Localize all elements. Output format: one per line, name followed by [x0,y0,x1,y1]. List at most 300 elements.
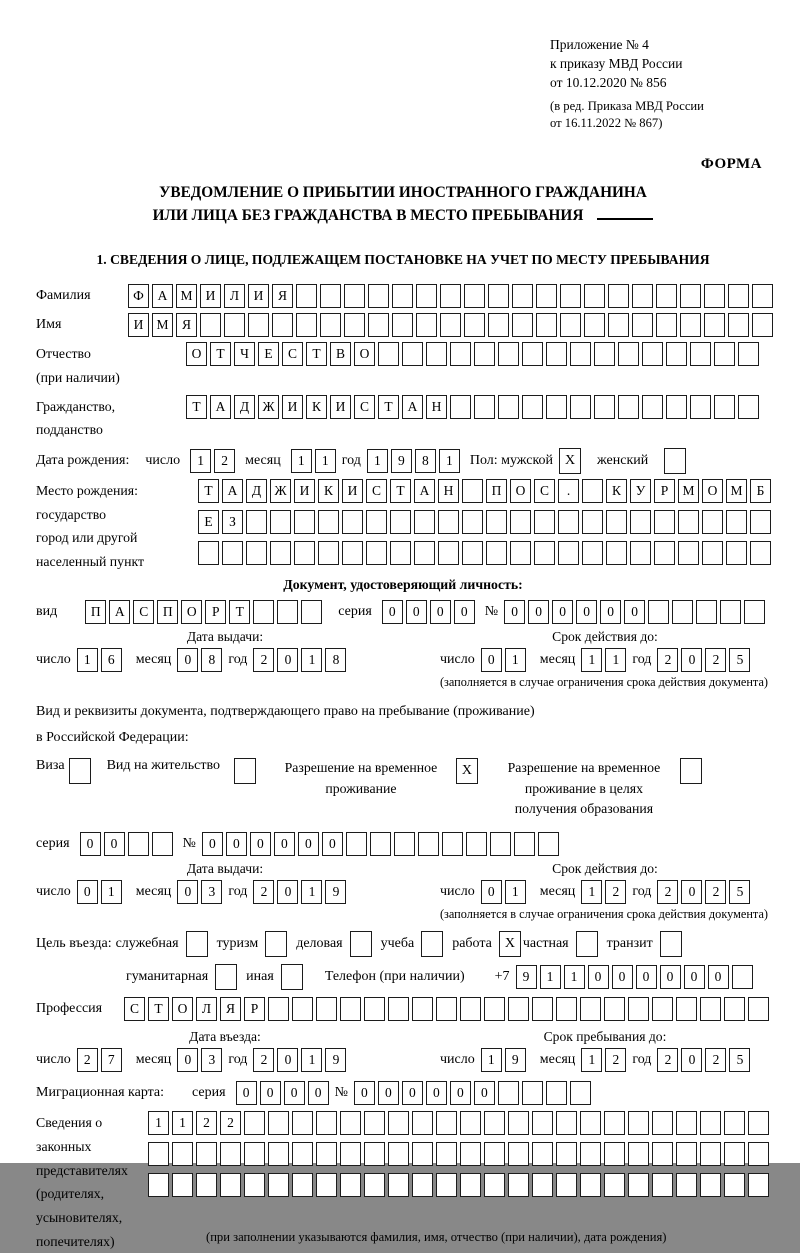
char-cell[interactable] [630,510,651,534]
char-cell[interactable] [414,541,435,565]
char-cell[interactable]: 0 [504,600,525,624]
char-cell[interactable]: З [222,510,243,534]
char-cell[interactable] [510,510,531,534]
char-cell[interactable] [316,1111,337,1135]
char-cell[interactable] [364,1173,385,1197]
char-cell[interactable] [268,1142,289,1166]
char-cell[interactable]: 0 [552,600,573,624]
char-cell[interactable] [318,510,339,534]
checkbox-purpose-tourism[interactable] [265,931,287,957]
char-cell[interactable] [702,541,723,565]
char-cell[interactable]: 1 [505,648,526,672]
char-cell[interactable] [416,313,437,337]
char-cell[interactable] [752,313,773,337]
char-cell[interactable]: И [294,479,315,503]
char-cell[interactable]: 1 [367,449,388,473]
char-cell[interactable]: К [318,479,339,503]
char-cell[interactable] [642,342,663,366]
char-cell[interactable]: 0 [624,600,645,624]
char-cell[interactable] [690,342,711,366]
char-cell[interactable]: Р [244,997,265,1021]
char-cell[interactable] [618,342,639,366]
char-cell[interactable] [700,997,721,1021]
char-cell[interactable] [570,395,591,419]
char-cell[interactable]: 1 [301,648,322,672]
char-cell[interactable]: 1 [101,880,122,904]
char-cell[interactable] [388,1111,409,1135]
char-cell[interactable] [438,541,459,565]
char-cell[interactable]: О [702,479,723,503]
char-cell[interactable] [364,1111,385,1135]
char-cell[interactable] [508,1142,529,1166]
char-cell[interactable]: А [414,479,435,503]
char-cell[interactable] [364,997,385,1021]
char-cell[interactable] [368,284,389,308]
char-cell[interactable] [728,313,749,337]
char-cell[interactable] [378,342,399,366]
char-cell[interactable]: А [222,479,243,503]
char-cell[interactable]: 0 [177,1048,198,1072]
char-cell[interactable]: О [354,342,375,366]
char-cell[interactable] [748,1142,769,1166]
checkbox-purpose-official[interactable] [186,931,208,957]
char-cell[interactable]: 2 [605,1048,626,1072]
char-cell[interactable] [270,510,291,534]
char-cell[interactable]: Н [438,479,459,503]
char-cell[interactable]: 2 [705,648,726,672]
char-cell[interactable] [296,313,317,337]
char-cell[interactable]: 9 [325,1048,346,1072]
char-cell[interactable]: С [282,342,303,366]
char-cell[interactable]: И [342,479,363,503]
char-cell[interactable]: Ч [234,342,255,366]
char-cell[interactable] [416,284,437,308]
char-cell[interactable] [344,313,365,337]
char-cell[interactable]: Е [198,510,219,534]
char-cell[interactable]: А [210,395,231,419]
checkbox-purpose-work[interactable]: X [499,931,521,957]
char-cell[interactable] [292,1142,313,1166]
char-cell[interactable]: Ж [258,395,279,419]
char-cell[interactable] [512,313,533,337]
char-cell[interactable]: Т [198,479,219,503]
char-cell[interactable]: Л [224,284,245,308]
char-cell[interactable]: Т [229,600,250,624]
char-cell[interactable] [128,832,149,856]
char-cell[interactable] [580,1142,601,1166]
char-cell[interactable]: 2 [253,648,274,672]
char-cell[interactable]: 2 [196,1111,217,1135]
char-cell[interactable] [390,510,411,534]
char-cell[interactable] [652,1173,673,1197]
char-cell[interactable]: 0 [430,600,451,624]
char-cell[interactable] [748,1173,769,1197]
char-cell[interactable]: 0 [277,1048,298,1072]
char-cell[interactable] [488,313,509,337]
char-cell[interactable] [678,510,699,534]
char-cell[interactable] [536,284,557,308]
char-cell[interactable]: К [306,395,327,419]
char-cell[interactable] [246,510,267,534]
char-cell[interactable] [390,541,411,565]
char-cell[interactable] [508,1111,529,1135]
char-cell[interactable] [608,313,629,337]
char-cell[interactable] [148,1173,169,1197]
char-cell[interactable] [460,1142,481,1166]
char-cell[interactable] [748,997,769,1021]
char-cell[interactable] [522,1081,543,1105]
char-cell[interactable] [244,1111,265,1135]
char-cell[interactable] [392,284,413,308]
checkbox-purpose-other[interactable] [281,964,303,990]
char-cell[interactable]: 3 [201,1048,222,1072]
char-cell[interactable]: Т [148,997,169,1021]
char-cell[interactable] [604,997,625,1021]
char-cell[interactable] [628,1173,649,1197]
char-cell[interactable]: 0 [588,965,609,989]
char-cell[interactable] [594,395,615,419]
char-cell[interactable]: Ж [270,479,291,503]
char-cell[interactable] [738,395,759,419]
char-cell[interactable]: 2 [657,880,678,904]
char-cell[interactable]: О [172,997,193,1021]
char-cell[interactable]: 0 [260,1081,281,1105]
char-cell[interactable] [412,1111,433,1135]
char-cell[interactable] [580,1111,601,1135]
char-cell[interactable] [628,1111,649,1135]
char-cell[interactable] [676,1173,697,1197]
char-cell[interactable]: Т [186,395,207,419]
char-cell[interactable]: . [558,479,579,503]
char-cell[interactable] [301,600,322,624]
char-cell[interactable] [222,541,243,565]
char-cell[interactable] [340,1142,361,1166]
char-cell[interactable] [604,1111,625,1135]
char-cell[interactable] [546,395,567,419]
char-cell[interactable]: Т [210,342,231,366]
char-cell[interactable] [148,1142,169,1166]
char-cell[interactable] [654,510,675,534]
char-cell[interactable]: 8 [415,449,436,473]
checkbox-purpose-transit[interactable] [660,931,682,957]
char-cell[interactable]: 9 [325,880,346,904]
char-cell[interactable] [508,1173,529,1197]
char-cell[interactable] [696,600,717,624]
char-cell[interactable]: Ф [128,284,149,308]
char-cell[interactable] [582,510,603,534]
char-cell[interactable] [498,395,519,419]
char-cell[interactable]: 7 [101,1048,122,1072]
char-cell[interactable] [268,1111,289,1135]
char-cell[interactable] [368,313,389,337]
char-cell[interactable] [464,284,485,308]
char-cell[interactable]: 1 [605,648,626,672]
char-cell[interactable] [490,832,511,856]
char-cell[interactable] [700,1111,721,1135]
char-cell[interactable] [700,1173,721,1197]
char-cell[interactable] [582,541,603,565]
char-cell[interactable] [726,541,747,565]
char-cell[interactable]: С [354,395,375,419]
char-cell[interactable] [570,1081,591,1105]
char-cell[interactable]: С [366,479,387,503]
char-cell[interactable] [172,1173,193,1197]
char-cell[interactable] [750,541,771,565]
char-cell[interactable] [690,395,711,419]
checkbox-purpose-private[interactable] [576,931,598,957]
char-cell[interactable]: 0 [454,600,475,624]
char-cell[interactable]: 1 [172,1111,193,1135]
char-cell[interactable] [414,510,435,534]
char-cell[interactable] [196,1173,217,1197]
char-cell[interactable]: Д [246,479,267,503]
char-cell[interactable] [752,284,773,308]
char-cell[interactable]: 0 [681,880,702,904]
char-cell[interactable] [642,395,663,419]
char-cell[interactable] [652,997,673,1021]
char-cell[interactable]: С [534,479,555,503]
char-cell[interactable] [582,479,603,503]
char-cell[interactable]: 2 [657,648,678,672]
char-cell[interactable]: 1 [581,880,602,904]
char-cell[interactable] [558,510,579,534]
char-cell[interactable] [508,997,529,1021]
char-cell[interactable]: 0 [684,965,705,989]
char-cell[interactable] [488,284,509,308]
char-cell[interactable] [632,284,653,308]
char-cell[interactable]: 0 [402,1081,423,1105]
char-cell[interactable] [484,997,505,1021]
char-cell[interactable]: Л [196,997,217,1021]
char-cell[interactable] [474,395,495,419]
char-cell[interactable]: И [248,284,269,308]
char-cell[interactable]: 3 [201,880,222,904]
char-cell[interactable] [436,997,457,1021]
char-cell[interactable]: 0 [236,1081,257,1105]
char-cell[interactable]: 2 [220,1111,241,1135]
char-cell[interactable] [277,600,298,624]
char-cell[interactable] [630,541,651,565]
char-cell[interactable] [320,284,341,308]
char-cell[interactable]: И [282,395,303,419]
checkbox-gender-female[interactable] [664,448,686,474]
char-cell[interactable]: 0 [612,965,633,989]
char-cell[interactable] [198,541,219,565]
char-cell[interactable]: Т [306,342,327,366]
char-cell[interactable]: Т [390,479,411,503]
char-cell[interactable] [388,997,409,1021]
char-cell[interactable] [558,541,579,565]
char-cell[interactable]: Н [426,395,447,419]
char-cell[interactable] [462,479,483,503]
char-cell[interactable]: 0 [481,880,502,904]
char-cell[interactable]: 6 [101,648,122,672]
checkbox-temp-residence-education[interactable] [680,758,702,784]
char-cell[interactable]: М [726,479,747,503]
char-cell[interactable] [268,1173,289,1197]
char-cell[interactable]: 0 [308,1081,329,1105]
char-cell[interactable] [606,541,627,565]
char-cell[interactable]: А [402,395,423,419]
char-cell[interactable] [672,600,693,624]
char-cell[interactable]: 2 [253,880,274,904]
char-cell[interactable] [316,997,337,1021]
char-cell[interactable] [714,342,735,366]
char-cell[interactable] [462,510,483,534]
char-cell[interactable] [714,395,735,419]
char-cell[interactable] [748,1111,769,1135]
char-cell[interactable] [678,541,699,565]
char-cell[interactable] [498,342,519,366]
char-cell[interactable] [666,395,687,419]
char-cell[interactable]: 0 [382,600,403,624]
char-cell[interactable] [724,1142,745,1166]
char-cell[interactable] [632,313,653,337]
checkbox-purpose-business[interactable] [350,931,372,957]
char-cell[interactable] [724,997,745,1021]
char-cell[interactable] [484,1173,505,1197]
char-cell[interactable] [522,342,543,366]
char-cell[interactable] [340,1111,361,1135]
char-cell[interactable] [442,832,463,856]
char-cell[interactable]: 0 [298,832,319,856]
char-cell[interactable] [370,832,391,856]
char-cell[interactable] [440,284,461,308]
char-cell[interactable] [512,284,533,308]
char-cell[interactable] [538,832,559,856]
char-cell[interactable] [584,284,605,308]
char-cell[interactable]: 0 [378,1081,399,1105]
char-cell[interactable]: К [606,479,627,503]
char-cell[interactable] [738,342,759,366]
char-cell[interactable] [292,997,313,1021]
char-cell[interactable]: О [510,479,531,503]
char-cell[interactable]: У [630,479,651,503]
char-cell[interactable] [700,1142,721,1166]
char-cell[interactable] [418,832,439,856]
char-cell[interactable]: 1 [301,1048,322,1072]
char-cell[interactable] [532,1173,553,1197]
char-cell[interactable]: М [678,479,699,503]
char-cell[interactable]: 2 [214,449,235,473]
char-cell[interactable]: И [330,395,351,419]
char-cell[interactable]: 2 [253,1048,274,1072]
char-cell[interactable]: 0 [80,832,101,856]
char-cell[interactable]: Я [272,284,293,308]
char-cell[interactable] [546,1081,567,1105]
char-cell[interactable] [726,510,747,534]
char-cell[interactable]: 0 [528,600,549,624]
char-cell[interactable] [460,1173,481,1197]
char-cell[interactable]: 1 [540,965,561,989]
char-cell[interactable] [220,1142,241,1166]
char-cell[interactable] [676,997,697,1021]
char-cell[interactable]: 9 [505,1048,526,1072]
char-cell[interactable] [604,1173,625,1197]
char-cell[interactable]: 1 [581,1048,602,1072]
char-cell[interactable] [522,395,543,419]
char-cell[interactable] [316,1142,337,1166]
char-cell[interactable]: 9 [516,965,537,989]
char-cell[interactable] [220,1173,241,1197]
char-cell[interactable] [556,1173,577,1197]
char-cell[interactable]: 0 [322,832,343,856]
char-cell[interactable] [402,342,423,366]
char-cell[interactable]: 0 [600,600,621,624]
char-cell[interactable]: Е [258,342,279,366]
char-cell[interactable]: П [157,600,178,624]
char-cell[interactable]: О [186,342,207,366]
char-cell[interactable] [364,1142,385,1166]
char-cell[interactable]: 0 [708,965,729,989]
char-cell[interactable]: 1 [315,449,336,473]
char-cell[interactable] [296,284,317,308]
char-cell[interactable] [340,997,361,1021]
char-cell[interactable] [244,1173,265,1197]
char-cell[interactable] [724,1111,745,1135]
char-cell[interactable] [628,1142,649,1166]
char-cell[interactable]: 0 [681,648,702,672]
char-cell[interactable] [340,1173,361,1197]
char-cell[interactable]: 0 [177,648,198,672]
char-cell[interactable]: М [152,313,173,337]
char-cell[interactable]: 0 [481,648,502,672]
char-cell[interactable]: 1 [291,449,312,473]
char-cell[interactable]: С [124,997,145,1021]
char-cell[interactable] [534,541,555,565]
char-cell[interactable]: А [109,600,130,624]
char-cell[interactable]: 0 [474,1081,495,1105]
char-cell[interactable] [532,1142,553,1166]
char-cell[interactable] [594,342,615,366]
char-cell[interactable]: 0 [202,832,223,856]
char-cell[interactable]: 0 [450,1081,471,1105]
char-cell[interactable] [318,541,339,565]
char-cell[interactable] [200,313,221,337]
char-cell[interactable] [676,1111,697,1135]
char-cell[interactable] [498,1081,519,1105]
char-cell[interactable] [534,510,555,534]
char-cell[interactable] [366,541,387,565]
char-cell[interactable] [750,510,771,534]
char-cell[interactable] [484,1142,505,1166]
char-cell[interactable] [466,832,487,856]
char-cell[interactable]: 2 [657,1048,678,1072]
char-cell[interactable] [536,313,557,337]
char-cell[interactable]: С [133,600,154,624]
char-cell[interactable] [732,965,753,989]
char-cell[interactable] [652,1111,673,1135]
char-cell[interactable] [560,313,581,337]
char-cell[interactable]: П [85,600,106,624]
char-cell[interactable] [253,600,274,624]
char-cell[interactable]: 2 [605,880,626,904]
char-cell[interactable] [440,313,461,337]
char-cell[interactable]: 1 [148,1111,169,1135]
char-cell[interactable] [342,510,363,534]
char-cell[interactable] [346,832,367,856]
char-cell[interactable]: 0 [660,965,681,989]
char-cell[interactable]: 1 [564,965,585,989]
char-cell[interactable] [392,313,413,337]
char-cell[interactable] [556,1111,577,1135]
char-cell[interactable]: 1 [581,648,602,672]
char-cell[interactable] [556,997,577,1021]
char-cell[interactable] [474,342,495,366]
char-cell[interactable]: 0 [104,832,125,856]
char-cell[interactable]: 0 [576,600,597,624]
checkbox-residence-permit[interactable] [234,758,256,784]
